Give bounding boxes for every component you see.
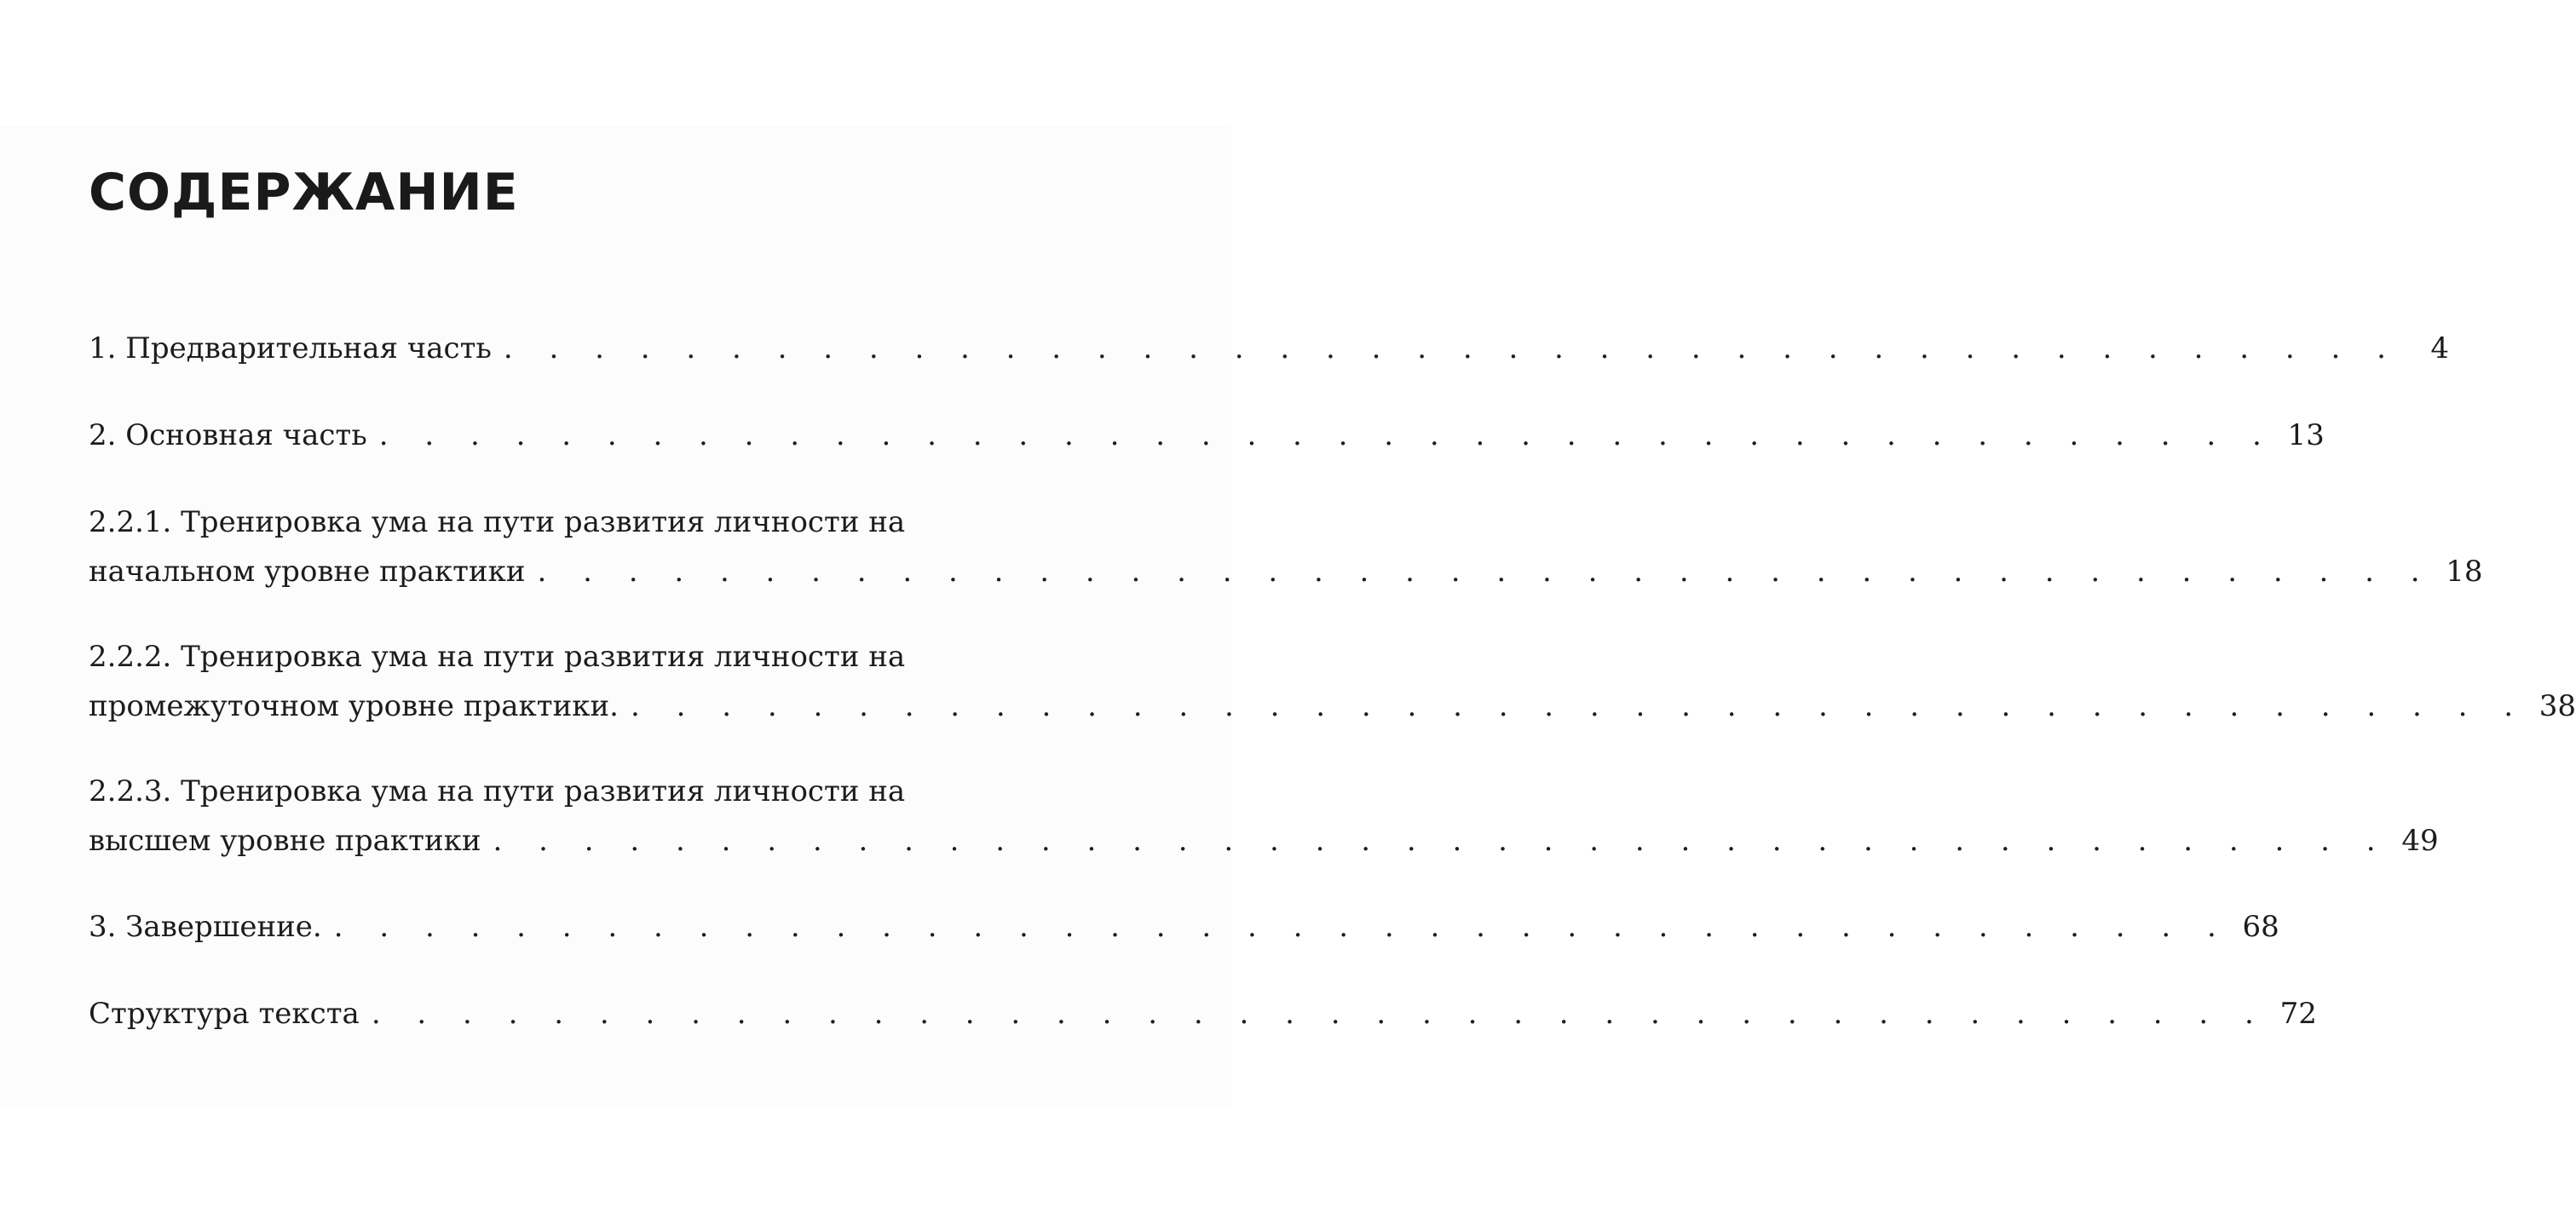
toc-entry-2-2-3 xyxy=(89,767,2439,866)
toc-entry-2-2-1 xyxy=(89,498,2483,596)
toc-entry-title: 3. Завершение. xyxy=(89,910,322,944)
toc-entry-title-continued: высшем уровне практики xyxy=(89,824,481,858)
toc-entry-title: 2.2.2. Тренировка ума на пути развития личности на xyxy=(89,640,906,674)
dot-leader: . . . . . . . . . . . . . . . . . . . . . . . . . . . . . . . . . . . . . . . . . . xyxy=(537,555,2434,589)
toc-page-number: 68 xyxy=(2242,910,2279,944)
toc-page-number: 18 xyxy=(2446,555,2483,589)
toc-entry-title-continued: начальном уровне практики xyxy=(89,555,526,589)
dot-leader: . . . . . . . . . . . . . . . . . . . . . . . . . . . . . . . . . . . . . . . . . . xyxy=(333,910,2230,944)
toc-entry-conclusion xyxy=(89,902,2279,952)
toc-list xyxy=(89,0,2576,1231)
toc-entry-title: 1. Предварительная часть xyxy=(89,331,492,365)
dot-leader: . . . . . . . . . . . . . . . . . . . . . . . . . . . . . . . . . . . . . . . . . . xyxy=(493,824,2389,858)
page-title: СОДЕРЖАНИЕ xyxy=(89,163,519,222)
dot-leader: . . . . . . . . . . . . . . . . . . . . . . . . . . . . . . . . . . . . . . . . . . xyxy=(503,331,2400,365)
toc-entry-preliminary xyxy=(89,324,2449,373)
toc-page-number: 13 xyxy=(2287,418,2325,452)
toc-entry-title: 2.2.3. Тренировка ума на пути развития личности на xyxy=(89,774,906,808)
toc-page-number: 72 xyxy=(2279,997,2317,1031)
dot-leader: . . . . . . . . . . . . . . . . . . . . . . . . . . . . . . . . . . . . . . . . . . xyxy=(378,418,2275,452)
toc-entry-title: Структура текста xyxy=(89,997,360,1031)
toc-entry-2-2-2 xyxy=(89,632,2576,731)
toc-entry-title: 2. Основная часть xyxy=(89,418,367,452)
dot-leader: . . . . . . . . . . . . . . . . . . . . . . . . . . . . . . . . . . . . . . . . . . xyxy=(371,997,2268,1031)
toc-page-number: 49 xyxy=(2401,824,2439,858)
toc-entry-main xyxy=(89,411,2325,460)
toc-page-number: 38 xyxy=(2539,689,2576,723)
toc-entry-title-continued: промежуточном уровне практики. xyxy=(89,689,619,723)
dot-leader: . . . . . . . . . . . . . . . . . . . . . . . . . . . . . . . . . . . . . . . . . . xyxy=(631,689,2527,723)
toc-page-number: 4 xyxy=(2430,331,2449,365)
toc-entry-text-structure xyxy=(89,989,2317,1038)
toc-entry-title: 2.2.1. Тренировка ума на пути развития личности на xyxy=(89,505,906,539)
